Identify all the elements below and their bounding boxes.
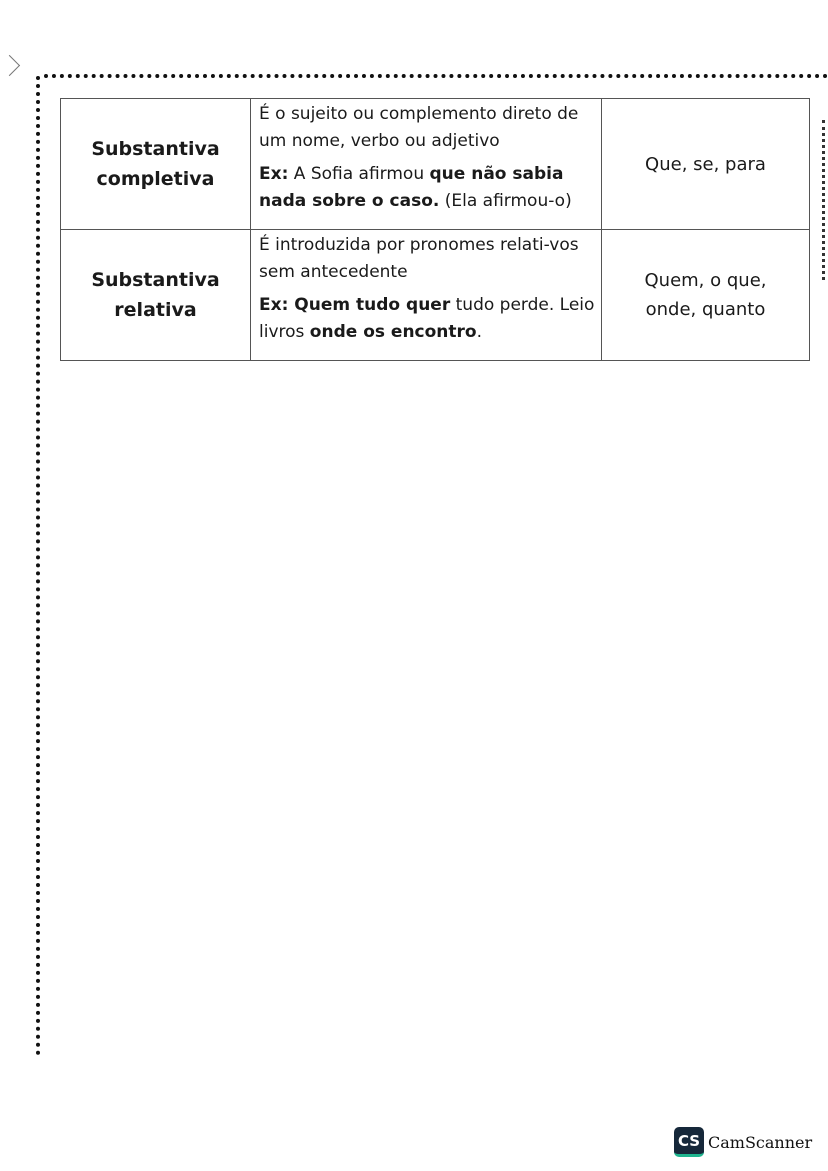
connector-words-cell: [602, 99, 810, 230]
camscanner-name: CamScanner: [708, 1132, 813, 1152]
example-label: Ex:: [259, 295, 289, 315]
subordinate-clauses-table: [60, 98, 810, 361]
clause-type-cell: [61, 99, 251, 230]
connector-words-line: Que, se, para: [645, 153, 766, 175]
dotted-page-border-left: [36, 76, 40, 1056]
table-row: [61, 99, 810, 230]
clause-example: [259, 161, 595, 215]
description-cell: [251, 230, 602, 361]
clause-type-line: Substantiva: [91, 138, 220, 160]
example-label: Ex:: [259, 164, 289, 184]
clause-type-line: completiva: [96, 168, 215, 190]
camscanner-logo-icon: CS: [674, 1127, 704, 1157]
example-text: A Sofia afirmou: [288, 164, 430, 184]
clause-description: É introduzida por pronomes relati-vos sem antecedente: [259, 235, 579, 282]
example-text: .: [476, 322, 482, 342]
camscanner-watermark: [674, 1127, 812, 1157]
connector-words-cell: [602, 230, 810, 361]
example-text-bold: onde os encontro: [309, 322, 477, 342]
description-cell: [251, 99, 602, 230]
clause-example: [259, 292, 595, 346]
example-text: (Ela afirmou-o): [439, 191, 572, 211]
example-text: tudo perde. Leio livros: [259, 295, 595, 342]
dotted-page-border-right: [822, 120, 825, 280]
clause-type-line: relativa: [114, 299, 197, 321]
clause-description: É o sujeito ou complemento direto de um nome, verbo ou adjetivo: [259, 104, 579, 151]
dotted-page-border-top: [44, 74, 828, 78]
page-corner-mark: [0, 55, 20, 76]
example-text-bold: que não sabia nada sobre o caso.: [259, 164, 564, 211]
connector-words-line: onde, quanto: [645, 299, 766, 320]
table-row: [61, 230, 810, 361]
clause-type-cell: [61, 230, 251, 361]
example-text-bold: Quem tudo quer: [288, 295, 451, 315]
connector-words-line: Quem, o que,: [644, 270, 767, 291]
clause-type-line: Substantiva: [91, 269, 220, 291]
